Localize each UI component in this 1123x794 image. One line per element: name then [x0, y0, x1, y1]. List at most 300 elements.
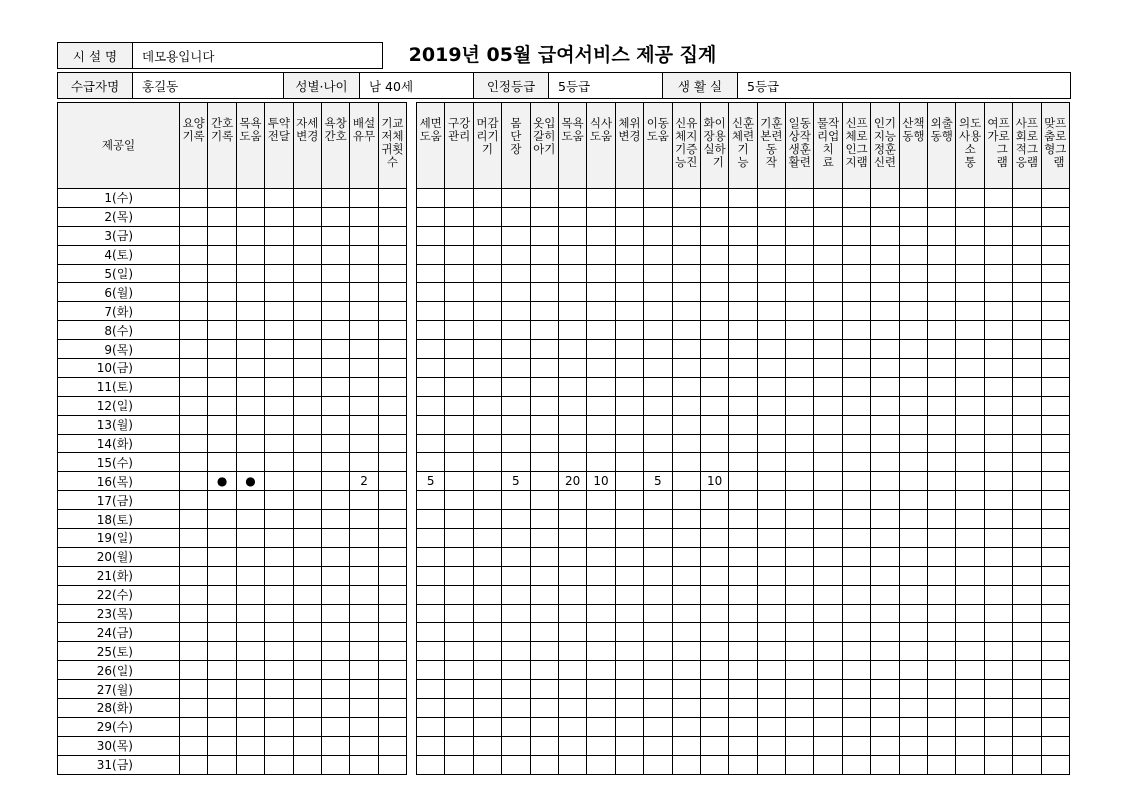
service-cell: [265, 491, 293, 510]
service-cell: [502, 510, 530, 529]
service-cell: [757, 226, 785, 245]
service-cell: [417, 226, 445, 245]
service-cell: [729, 604, 757, 623]
service-cell: [786, 680, 814, 699]
service-cell: [378, 207, 406, 226]
service-cell: [236, 207, 264, 226]
service-cell: [236, 415, 264, 434]
service-cell: [265, 321, 293, 340]
service-cell: [530, 359, 558, 378]
service-cell: [502, 359, 530, 378]
service-cell: [814, 755, 842, 774]
service-cell: [378, 321, 406, 340]
service-cell: [321, 396, 349, 415]
service-cell: [615, 434, 643, 453]
service-cell: [417, 377, 445, 396]
service-cell: [473, 472, 501, 491]
service-cell: [236, 680, 264, 699]
service-cell: [350, 566, 378, 585]
service-cell: [265, 340, 293, 359]
service-cell: [321, 623, 349, 642]
service-cell: [899, 340, 927, 359]
service-cell: [1041, 226, 1069, 245]
service-cell: [672, 642, 700, 661]
service-cell: [842, 604, 870, 623]
service-cell: [208, 585, 236, 604]
service-cell: [700, 264, 728, 283]
day-cell: 17(금): [58, 491, 180, 510]
service-cell: [757, 283, 785, 302]
service-cell: [350, 736, 378, 755]
service-cell: [956, 642, 984, 661]
service-cell: [842, 566, 870, 585]
service-cell: [814, 302, 842, 321]
service-cell: [473, 321, 501, 340]
service-cell: [530, 340, 558, 359]
service-cell: [842, 755, 870, 774]
table-row: [58, 680, 407, 699]
service-cell: [1041, 434, 1069, 453]
day-cell: 18(토): [58, 510, 180, 529]
service-cell: [587, 642, 615, 661]
service-cell: 10: [587, 472, 615, 491]
service-cell: [350, 396, 378, 415]
service-cell: [871, 717, 899, 736]
service-cell: [558, 623, 586, 642]
table-row: [417, 283, 1070, 302]
service-cell: [558, 661, 586, 680]
service-cell: [672, 623, 700, 642]
service-cell: [899, 434, 927, 453]
service-cell: [265, 566, 293, 585]
service-cell: [729, 189, 757, 208]
service-cell: [587, 680, 615, 699]
service-cell: [236, 302, 264, 321]
service-cell: [814, 415, 842, 434]
service-cell: [814, 623, 842, 642]
service-cell: [378, 642, 406, 661]
service-cell: [644, 359, 672, 378]
service-cell: [1013, 207, 1041, 226]
service-cell: [757, 396, 785, 415]
day-cell: 10(금): [58, 359, 180, 378]
service-cell: [871, 264, 899, 283]
service-cell: [321, 661, 349, 680]
right-column-header: 신프 체로 인그 지램: [842, 103, 870, 189]
service-cell: [842, 529, 870, 548]
service-cell: [700, 359, 728, 378]
service-cell: [417, 453, 445, 472]
service-cell: [236, 717, 264, 736]
service-cell: [644, 547, 672, 566]
right-column-header: 일동 상작 생훈 활련: [786, 103, 814, 189]
service-cell: [984, 302, 1012, 321]
service-cell: [445, 226, 473, 245]
service-cell: [700, 491, 728, 510]
service-cell: [786, 321, 814, 340]
service-cell: [1013, 377, 1041, 396]
service-cell: [236, 396, 264, 415]
service-cell: [672, 585, 700, 604]
service-cell: [236, 547, 264, 566]
service-cell: [814, 377, 842, 396]
service-cell: [473, 302, 501, 321]
service-cell: [786, 642, 814, 661]
service-cell: [672, 491, 700, 510]
service-cell: [700, 661, 728, 680]
service-cell: [558, 245, 586, 264]
service-cell: [1041, 396, 1069, 415]
table-row: [417, 680, 1070, 699]
service-cell: [208, 226, 236, 245]
table-row: [417, 491, 1070, 510]
service-cell: [956, 283, 984, 302]
service-cell: [757, 699, 785, 718]
service-cell: [729, 226, 757, 245]
service-cell: [842, 680, 870, 699]
service-cell: [700, 434, 728, 453]
service-cell: [587, 585, 615, 604]
service-cell: [417, 680, 445, 699]
service-cell: [757, 680, 785, 699]
service-cell: 5: [644, 472, 672, 491]
service-cell: [1041, 453, 1069, 472]
service-cell: [644, 585, 672, 604]
service-cell: [956, 547, 984, 566]
service-cell: [502, 283, 530, 302]
service-cell: [757, 566, 785, 585]
service-cell: [265, 359, 293, 378]
service-cell: [956, 359, 984, 378]
service-cell: [899, 472, 927, 491]
service-cell: [293, 491, 321, 510]
service-cell: [378, 623, 406, 642]
service-cell: [350, 717, 378, 736]
day-cell: 19(일): [58, 529, 180, 548]
service-cell: [587, 699, 615, 718]
table-row: [58, 642, 407, 661]
service-cell: [502, 434, 530, 453]
service-cell: [321, 699, 349, 718]
service-cell: [1013, 226, 1041, 245]
service-cell: [786, 189, 814, 208]
day-cell: 2(목): [58, 207, 180, 226]
service-cell: [814, 226, 842, 245]
service-cell: [700, 302, 728, 321]
service-cell: [265, 680, 293, 699]
service-cell: [644, 699, 672, 718]
service-cell: [293, 623, 321, 642]
service-cell: [1041, 699, 1069, 718]
service-cell: [1041, 680, 1069, 699]
service-cell: [899, 491, 927, 510]
service-cell: [757, 453, 785, 472]
service-cell: [700, 340, 728, 359]
service-cell: [672, 321, 700, 340]
service-cell: [1013, 434, 1041, 453]
service-cell: [871, 642, 899, 661]
service-cell: [530, 642, 558, 661]
service-cell: [558, 359, 586, 378]
service-cell: [293, 189, 321, 208]
service-cell: [814, 661, 842, 680]
service-cell: 5: [502, 472, 530, 491]
service-cell: [644, 415, 672, 434]
table-row: [417, 736, 1070, 755]
service-cell: [842, 717, 870, 736]
service-cell: [786, 434, 814, 453]
service-cell: [1013, 699, 1041, 718]
service-cell: [700, 189, 728, 208]
service-cell: [615, 566, 643, 585]
service-cell: [899, 226, 927, 245]
service-cell: [786, 377, 814, 396]
service-cell: [615, 642, 643, 661]
service-cell: [814, 604, 842, 623]
service-cell: [208, 340, 236, 359]
table-row: [58, 566, 407, 585]
service-cell: [180, 434, 208, 453]
service-cell: [615, 529, 643, 548]
service-cell: [700, 717, 728, 736]
service-cell: [1013, 245, 1041, 264]
service-cell: [378, 680, 406, 699]
service-cell: [842, 434, 870, 453]
service-cell: [587, 377, 615, 396]
day-cell: 6(월): [58, 283, 180, 302]
service-cell: [729, 642, 757, 661]
service-cell: [1013, 415, 1041, 434]
service-cell: [899, 755, 927, 774]
service-cell: [644, 566, 672, 585]
service-cell: [1041, 321, 1069, 340]
service-cell: [530, 510, 558, 529]
service-cell: [786, 302, 814, 321]
table-row: [417, 226, 1070, 245]
service-cell: [208, 661, 236, 680]
service-cell: [786, 623, 814, 642]
service-cell: [786, 359, 814, 378]
service-cell: [473, 623, 501, 642]
service-cell: [615, 302, 643, 321]
service-cell: [417, 302, 445, 321]
service-cell: [814, 566, 842, 585]
service-cell: [530, 585, 558, 604]
day-cell: 7(화): [58, 302, 180, 321]
service-cell: [265, 434, 293, 453]
service-cell: [984, 321, 1012, 340]
service-cell: [814, 207, 842, 226]
service-cell: [672, 566, 700, 585]
service-cell: [899, 604, 927, 623]
service-cell: [587, 604, 615, 623]
service-cell: [473, 510, 501, 529]
service-cell: [350, 434, 378, 453]
service-cell: [473, 207, 501, 226]
service-cell: [558, 736, 586, 755]
service-cell: [502, 604, 530, 623]
service-cell: [208, 434, 236, 453]
service-cell: [350, 623, 378, 642]
left-column-header: 자세 변경: [293, 103, 321, 189]
service-cell: [757, 189, 785, 208]
service-cell: [729, 547, 757, 566]
service-cell: [786, 699, 814, 718]
service-cell: [558, 717, 586, 736]
service-cell: [1013, 453, 1041, 472]
table-row: [58, 264, 407, 283]
service-cell: [473, 415, 501, 434]
service-cell: [786, 340, 814, 359]
service-cell: [615, 491, 643, 510]
service-cell: [729, 396, 757, 415]
service-cell: [558, 189, 586, 208]
service-cell: [984, 396, 1012, 415]
service-cell: [180, 585, 208, 604]
table-row: [58, 226, 407, 245]
service-cell: [265, 736, 293, 755]
right-column-header: 신훈 체련 기 능: [729, 103, 757, 189]
service-cell: [180, 377, 208, 396]
day-cell: 23(목): [58, 604, 180, 623]
service-cell: [1041, 207, 1069, 226]
service-cell: [757, 755, 785, 774]
service-cell: [473, 736, 501, 755]
service-cell: [786, 717, 814, 736]
service-cell: [558, 529, 586, 548]
service-cell: [615, 453, 643, 472]
service-cell: [417, 340, 445, 359]
service-cell: [417, 434, 445, 453]
service-cell: [729, 680, 757, 699]
service-cell: [321, 604, 349, 623]
service-cell: [180, 415, 208, 434]
left-column-header: 기교 저체 귀횟 수: [378, 103, 406, 189]
service-cell: [180, 642, 208, 661]
service-cell: [180, 547, 208, 566]
service-cell: [956, 604, 984, 623]
service-cell: [984, 189, 1012, 208]
service-cell: [321, 226, 349, 245]
service-cell: [899, 699, 927, 718]
service-cell: [871, 736, 899, 755]
service-cell: [786, 547, 814, 566]
service-cell: [293, 264, 321, 283]
service-cell: [1013, 604, 1041, 623]
table-row: [58, 434, 407, 453]
service-cell: [757, 547, 785, 566]
service-cell: [928, 207, 956, 226]
service-cell: [265, 529, 293, 548]
service-cell: [956, 453, 984, 472]
service-cell: [956, 377, 984, 396]
service-cell: [350, 510, 378, 529]
service-cell: [700, 680, 728, 699]
service-cell: [208, 680, 236, 699]
service-cell: [321, 434, 349, 453]
service-cell: [928, 547, 956, 566]
service-cell: [1041, 736, 1069, 755]
service-cell: [871, 472, 899, 491]
service-cell: [984, 453, 1012, 472]
service-cell: [842, 623, 870, 642]
service-cell: [530, 699, 558, 718]
service-cell: [956, 321, 984, 340]
service-cell: [757, 717, 785, 736]
service-cell: [644, 529, 672, 548]
service-cell: [871, 585, 899, 604]
table-row: [58, 547, 407, 566]
service-cell: [417, 699, 445, 718]
service-cell: [672, 736, 700, 755]
service-cell: [700, 642, 728, 661]
table-row: [417, 529, 1070, 548]
service-cell: [928, 359, 956, 378]
service-cell: [871, 491, 899, 510]
service-cell: [871, 245, 899, 264]
service-cell: [265, 415, 293, 434]
service-cell: [236, 755, 264, 774]
service-cell: [587, 717, 615, 736]
service-cell: [445, 699, 473, 718]
service-cell: [236, 529, 264, 548]
service-cell: [615, 510, 643, 529]
service-cell: [236, 377, 264, 396]
service-cell: [842, 264, 870, 283]
service-cell: [928, 415, 956, 434]
service-cell: [615, 264, 643, 283]
service-cell: [700, 415, 728, 434]
service-cell: [180, 661, 208, 680]
recipient-label: 수급자명: [70, 78, 120, 94]
right-column-header: 이동 도움: [644, 103, 672, 189]
table-row: [58, 661, 407, 680]
service-cell: [757, 736, 785, 755]
service-cell: [236, 604, 264, 623]
service-cell: [956, 717, 984, 736]
service-cell: [558, 283, 586, 302]
service-cell: [321, 585, 349, 604]
table-row: [417, 755, 1070, 774]
service-cell: [757, 415, 785, 434]
page-title: 2019년 05월 급여서비스 제공 집계: [408, 43, 717, 66]
service-cell: [587, 415, 615, 434]
service-cell: [814, 699, 842, 718]
service-cell: [672, 699, 700, 718]
service-cell: [1041, 264, 1069, 283]
table-row: [417, 547, 1070, 566]
service-cell: [293, 359, 321, 378]
service-cell: [530, 264, 558, 283]
service-cell: [786, 453, 814, 472]
service-cell: [558, 510, 586, 529]
service-cell: [615, 321, 643, 340]
service-cell: [1013, 529, 1041, 548]
service-cell: [1013, 321, 1041, 340]
service-cell: [1041, 359, 1069, 378]
service-cell: [1041, 717, 1069, 736]
service-cell: [644, 377, 672, 396]
service-cell: [208, 321, 236, 340]
service-cell: [786, 585, 814, 604]
left-service-table: [57, 102, 407, 775]
table-row: [417, 396, 1070, 415]
service-cell: [587, 491, 615, 510]
service-cell: [236, 491, 264, 510]
service-cell: [786, 472, 814, 491]
service-cell: 2: [350, 472, 378, 491]
service-cell: [180, 472, 208, 491]
